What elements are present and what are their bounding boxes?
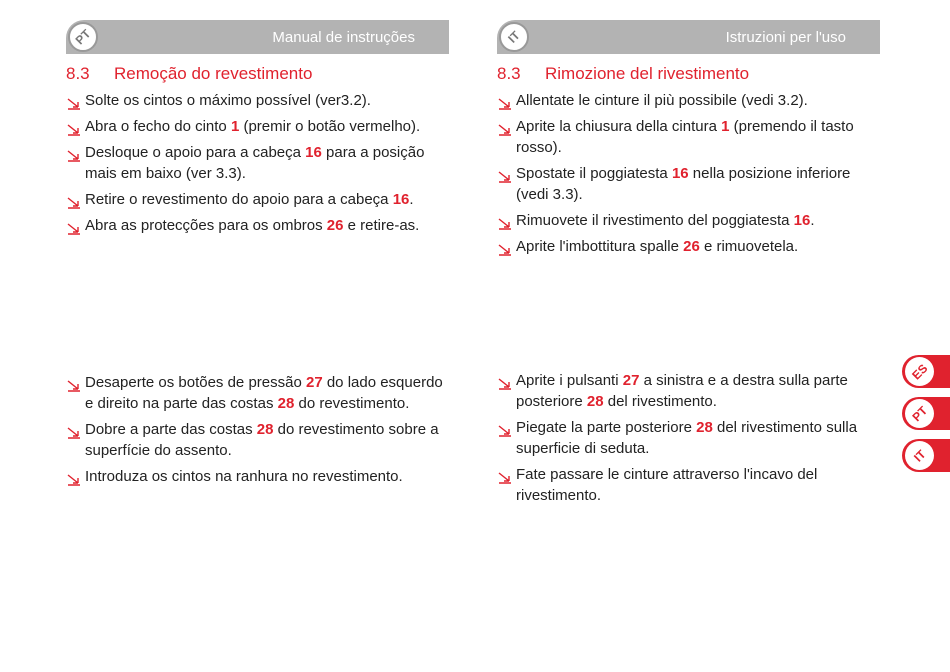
part-reference-number: 28 [696,419,713,436]
right-header-bar [497,20,880,54]
part-reference-number: 28 [256,421,274,438]
step-item [66,142,449,184]
step-item [497,417,880,459]
part-reference-number: 16 [305,144,322,161]
step-text: do lado esquerdo e direito na parte das costas [85,374,443,412]
part-reference-number: 1 [230,118,240,135]
arrow-bullet-icon [67,194,81,206]
step-text: a sinistra e a destra sulla parte posteriore [516,372,848,410]
step-item [66,372,449,414]
step-text: Aprite i pulsanti [516,372,623,389]
arrow-bullet-icon [498,95,512,107]
arrow-bullet-icon [67,377,81,389]
left-column [66,20,449,485]
step-text: Aprite la chiusura della cintura [516,118,722,135]
left-header-bar [66,20,449,54]
part-reference-number: 26 [326,217,344,234]
step-text: . [810,212,815,229]
step-item [497,370,880,412]
arrow-bullet-icon [498,422,512,434]
left-section-heading [66,64,449,84]
arrow-bullet-icon [498,241,512,253]
step-item [66,189,449,210]
part-reference-number: 1 [721,118,730,135]
right-steps-bottom [497,370,880,506]
step-item [66,466,449,487]
step-text: Abra as protecções para os ombros [85,217,327,234]
step-text: do revestimento. [294,395,410,412]
step-text: . [409,191,414,208]
step-text: Solte os cintos o máximo possível (ver3.2). [85,92,371,109]
arrow-bullet-icon [67,220,81,232]
section-title: Remoção do revestimento [114,64,313,83]
step-text: do revestimento sobre a superfície do assento. [85,421,439,459]
step-text: Allentate le cinture il più possibile (vedi 3.2). [516,92,808,109]
step-item [497,236,880,257]
part-reference-number: 28 [277,395,295,412]
step-item [66,419,449,461]
tab-pt-label: PT [899,393,940,434]
step-text: Introduza os cintos na ranhura no revestimento. [85,468,403,485]
section-title: Rimozione del rivestimento [545,64,750,83]
arrow-bullet-icon [67,424,81,436]
arrow-bullet-icon [498,168,512,180]
arrow-bullet-icon [498,375,512,387]
part-reference-number: 16 [671,165,689,182]
left-steps-bottom [66,372,449,487]
arrow-bullet-icon [67,121,81,133]
right-section-heading [497,64,880,84]
step-text: para a posição mais em baixo (ver 3.3). [85,144,425,182]
arrow-bullet-icon [67,471,81,483]
part-reference-number: 16 [793,212,811,229]
part-reference-number: 26 [683,238,700,255]
tab-it-label: IT [899,435,940,476]
step-text: Desaperte os botões de pressão [85,374,306,391]
part-reference-number: 27 [622,372,640,389]
step-text: Desloque o apoio para a cabeça [85,144,306,161]
step-item [66,90,449,111]
right-header-title: Istruzioni per l'uso [725,29,846,46]
language-tabs [902,355,950,481]
step-text: (premendo il tasto rosso). [516,118,854,156]
arrow-bullet-icon [498,215,512,227]
step-text: (premir o botão vermelho). [239,118,421,135]
left-steps-top [66,90,449,236]
step-text: del rivestimento. [603,393,717,410]
tab-es[interactable] [902,355,950,388]
step-text: Retire o revestimento do apoio para a cabeça [85,191,393,208]
tab-es-label: ES [899,351,940,392]
arrow-bullet-icon [67,95,81,107]
step-item [497,464,880,506]
part-reference-number: 27 [305,374,323,391]
left-header-title: Manual de instruções [272,29,415,46]
lang-badge-it: IT [493,16,535,58]
step-text: e rimuovetela. [699,238,799,255]
step-text: Piegate la parte posteriore [516,419,697,436]
step-item [497,90,880,111]
section-number: 8.3 [497,64,521,83]
part-reference-number: 16 [392,191,410,208]
tab-pt[interactable] [902,397,950,430]
step-text: Abra o fecho do cinto [85,118,231,135]
arrow-bullet-icon [67,147,81,159]
arrow-bullet-icon [498,469,512,481]
step-text: Spostate il poggiatesta [516,165,672,182]
step-item [66,215,449,236]
step-text: del rivestimento sulla superficie di seduta. [516,419,858,457]
step-item [497,116,880,158]
step-text: e retire-as. [343,217,420,234]
step-text: Aprite l'imbottitura spalle [516,238,684,255]
step-item [66,116,449,137]
step-item [497,210,880,231]
tab-it[interactable] [902,439,950,472]
arrow-bullet-icon [498,121,512,133]
section-number: 8.3 [66,64,90,83]
right-column [497,20,880,504]
step-text: nella posizione inferiore (vedi 3.3). [516,165,851,203]
step-text: Dobre a parte das costas [85,421,257,438]
right-steps-top [497,90,880,257]
step-text: Rimuovete il rivestimento del poggiatesta [516,212,794,229]
step-text: Fate passare le cinture attraverso l'incavo del rivestimento. [516,466,818,504]
step-item [497,163,880,205]
part-reference-number: 28 [586,393,604,410]
lang-badge-pt: PT [62,16,104,58]
